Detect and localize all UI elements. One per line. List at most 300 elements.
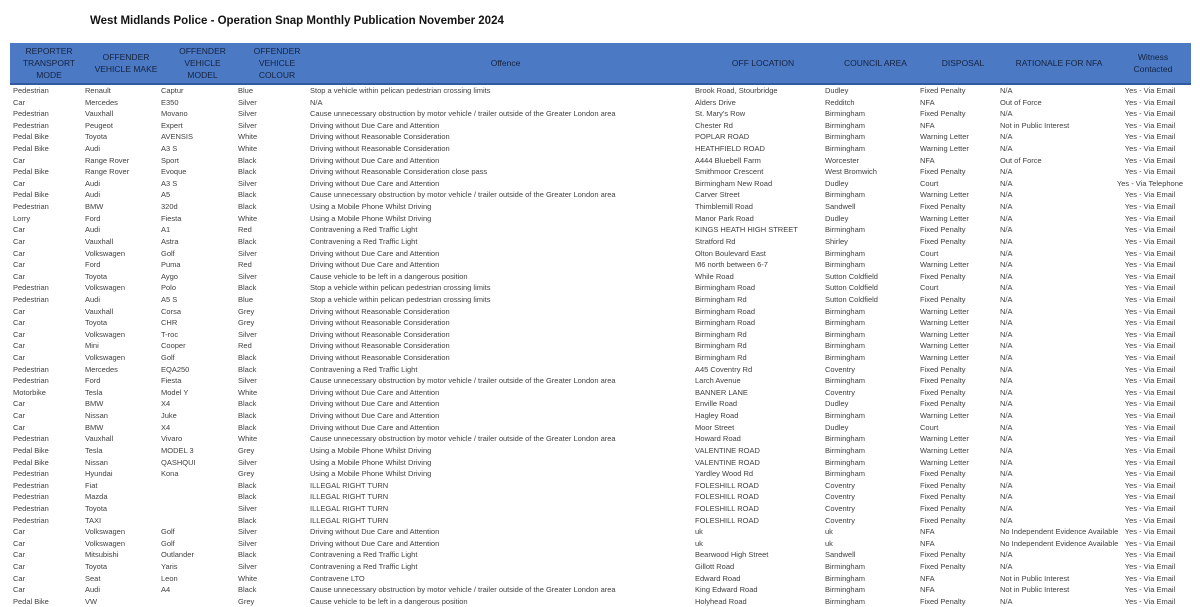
cell-offence: Driving without Reasonable Consideration — [310, 329, 450, 339]
cell-offender-vehicle-model: Yaris — [161, 561, 178, 571]
cell-off-location: Olton Boulevard East — [695, 248, 766, 258]
cell-off-location: A444 Bluebell Farm — [695, 155, 761, 165]
table-row — [10, 282, 1191, 294]
table-row — [10, 340, 1191, 352]
cell-offender-vehicle-model: A4 — [161, 585, 171, 595]
cell-council-area: Birmingham — [825, 585, 866, 595]
cell-reporter-transport-mode: Pedal Bike — [13, 457, 49, 467]
cell-offender-vehicle-make: Audi — [85, 190, 101, 200]
table-row — [10, 108, 1191, 120]
cell-offender-vehicle-colour: Black — [238, 492, 257, 502]
cell-reporter-transport-mode: Car — [13, 538, 26, 548]
cell-disposal: Warning Letter — [920, 190, 969, 200]
table-row — [10, 596, 1191, 607]
cell-rationale-for-nfa: N/A — [1000, 492, 1013, 502]
cell-off-location: Birmingham Rd — [695, 353, 747, 363]
cell-offender-vehicle-colour: Grey — [238, 306, 255, 316]
cell-rationale-for-nfa: Not in Public Interest — [1000, 120, 1070, 130]
cell-off-location: FOLESHILL ROAD — [695, 503, 759, 513]
cell-offender-vehicle-model: Expert — [161, 120, 183, 130]
cell-offender-vehicle-model: Juke — [161, 411, 177, 421]
cell-council-area: Coventry — [825, 492, 856, 502]
cell-offence: Driving without Reasonable Consideration — [310, 318, 450, 328]
cell-offender-vehicle-make: Nissan — [85, 411, 108, 421]
table-row — [10, 317, 1191, 329]
cell-offender-vehicle-make: Vauxhall — [85, 306, 114, 316]
table-row — [10, 491, 1191, 503]
cell-offence: Driving without Due Care and Attention — [310, 178, 440, 188]
cell-offender-vehicle-make: Tesla — [85, 445, 103, 455]
cell-offender-vehicle-colour: Blue — [238, 294, 254, 304]
cell-reporter-transport-mode: Pedestrian — [13, 492, 49, 502]
cell-witness-contacted: Yes - Via Email — [1124, 387, 1176, 397]
cell-reporter-transport-mode: Car — [13, 341, 26, 351]
cell-rationale-for-nfa: N/A — [1000, 387, 1013, 397]
cell-offender-vehicle-colour: Silver — [238, 271, 257, 281]
cell-reporter-transport-mode: Car — [13, 225, 26, 235]
cell-disposal: Warning Letter — [920, 144, 969, 154]
table-row — [10, 433, 1191, 445]
cell-offender-vehicle-make: Volkswagen — [85, 329, 126, 339]
cell-offence: Contravening a Red Traffic Light — [310, 364, 418, 374]
table-row — [10, 224, 1191, 236]
cell-offence: Stop a vehicle within pelican pedestrian crossing limits — [310, 283, 491, 293]
cell-rationale-for-nfa: N/A — [1000, 202, 1013, 212]
cell-off-location: Enville Road — [695, 399, 738, 409]
cell-off-location: Stratford Rd — [695, 236, 736, 246]
cell-offender-vehicle-make: Toyota — [85, 318, 108, 328]
cell-disposal: Fixed Penalty — [920, 376, 966, 386]
cell-offender-vehicle-colour: White — [238, 434, 258, 444]
table-row — [10, 480, 1191, 492]
cell-offender-vehicle-colour: Black — [238, 585, 257, 595]
table-row — [10, 271, 1191, 283]
cell-offender-vehicle-colour: Black — [238, 550, 257, 560]
cell-offender-vehicle-colour: Black — [238, 399, 257, 409]
table-row — [10, 549, 1191, 561]
cell-offender-vehicle-make: Audi — [85, 225, 101, 235]
cell-off-location: Birmingham Road — [695, 318, 756, 328]
table-row — [10, 166, 1191, 178]
cell-offender-vehicle-make: Volkswagen — [85, 527, 126, 537]
table-row — [10, 120, 1191, 132]
cell-offender-vehicle-model: Polo — [161, 283, 177, 293]
cell-offender-vehicle-make: Toyota — [85, 271, 108, 281]
cell-rationale-for-nfa: N/A — [1000, 144, 1013, 154]
cell-off-location: M6 north between 6-7 — [695, 260, 768, 270]
table-row — [10, 131, 1191, 143]
cell-offender-vehicle-model: X4 — [161, 399, 171, 409]
cell-council-area: Coventry — [825, 364, 856, 374]
table-header-row — [10, 43, 1191, 85]
cell-offence: Stop a vehicle within pelican pedestrian crossing limits — [310, 294, 491, 304]
cell-offence: Driving without Due Care and Attention — [310, 260, 440, 270]
cell-council-area: Birmingham — [825, 573, 866, 583]
cell-rationale-for-nfa: N/A — [1000, 434, 1013, 444]
cell-witness-contacted: Yes - Via Email — [1124, 225, 1176, 235]
cell-off-location: Birmingham Rd — [695, 294, 747, 304]
cell-council-area: West Bromwich — [825, 167, 877, 177]
cell-disposal: NFA — [920, 120, 935, 130]
cell-witness-contacted: Yes - Via Email — [1124, 445, 1176, 455]
cell-offender-vehicle-colour: Black — [238, 283, 257, 293]
cell-rationale-for-nfa: N/A — [1000, 260, 1013, 270]
cell-reporter-transport-mode: Car — [13, 271, 26, 281]
cell-disposal: Warning Letter — [920, 445, 969, 455]
table-row — [10, 236, 1191, 248]
cell-offender-vehicle-colour: Black — [238, 155, 257, 165]
table-row — [10, 329, 1191, 341]
cell-disposal: Fixed Penalty — [920, 167, 966, 177]
table-row — [10, 201, 1191, 213]
cell-off-location: Edward Road — [695, 573, 741, 583]
cell-offender-vehicle-make: Volkswagen — [85, 248, 126, 258]
header-cell-reporter-transport-mode: REPORTER TRANSPORT MODE — [22, 45, 76, 81]
cell-reporter-transport-mode: Pedestrian — [13, 376, 49, 386]
cell-disposal: Warning Letter — [920, 457, 969, 467]
cell-offender-vehicle-model: Movano — [161, 109, 188, 119]
cell-reporter-transport-mode: Car — [13, 561, 26, 571]
cell-reporter-transport-mode: Pedestrian — [13, 283, 49, 293]
cell-rationale-for-nfa: N/A — [1000, 411, 1013, 421]
cell-off-location: Yardley Wood Rd — [695, 469, 754, 479]
cell-offender-vehicle-colour: Grey — [238, 469, 255, 479]
cell-offence: Stop a vehicle within pelican pedestrian crossing limits — [310, 86, 491, 95]
cell-reporter-transport-mode: Car — [13, 550, 26, 560]
cell-offender-vehicle-make: Renault — [85, 86, 111, 95]
cell-off-location: Birmingham Road — [695, 306, 756, 316]
cell-council-area: Birmingham — [825, 190, 866, 200]
cell-rationale-for-nfa: N/A — [1000, 225, 1013, 235]
cell-reporter-transport-mode: Car — [13, 411, 26, 421]
cell-disposal: Warning Letter — [920, 318, 969, 328]
header-cell-disposal: DISPOSAL — [941, 57, 985, 68]
cell-offender-vehicle-colour: Black — [238, 364, 257, 374]
cell-off-location: King Edward Road — [695, 585, 758, 595]
cell-rationale-for-nfa: N/A — [1000, 306, 1013, 316]
cell-rationale-for-nfa: N/A — [1000, 550, 1013, 560]
cell-council-area: uk — [825, 527, 833, 537]
table-row — [10, 515, 1191, 527]
cell-witness-contacted: Yes - Via Email — [1124, 411, 1176, 421]
header-cell-off-location: OFF LOCATION — [731, 57, 795, 68]
cell-council-area: Birmingham — [825, 260, 866, 270]
cell-offender-vehicle-make: Mazda — [85, 492, 108, 502]
cell-witness-contacted: Yes - Via Email — [1124, 283, 1176, 293]
cell-offender-vehicle-model: Outlander — [161, 550, 194, 560]
cell-rationale-for-nfa: N/A — [1000, 515, 1013, 525]
cell-offender-vehicle-model: Evoque — [161, 167, 187, 177]
cell-offender-vehicle-make: Range Rover — [85, 167, 130, 177]
cell-offender-vehicle-colour: Silver — [238, 109, 257, 119]
cell-offender-vehicle-make: Mitsubishi — [85, 550, 119, 560]
cell-witness-contacted: Yes - Via Email — [1124, 260, 1176, 270]
header-cell-council-area: COUNCIL AREA — [844, 57, 907, 68]
cell-witness-contacted: Yes - Via Email — [1124, 318, 1176, 328]
table-row — [10, 398, 1191, 410]
cell-rationale-for-nfa: N/A — [1000, 341, 1013, 351]
cell-offence: Contravening a Red Traffic Light — [310, 561, 418, 571]
cell-council-area: Worcester — [825, 155, 860, 165]
cell-offender-vehicle-make: Mercedes — [85, 97, 118, 107]
cell-offender-vehicle-make: Ford — [85, 260, 101, 270]
cell-witness-contacted: Yes - Via Email — [1124, 144, 1176, 154]
cell-reporter-transport-mode: Car — [13, 573, 26, 583]
cell-offender-vehicle-colour: White — [238, 387, 258, 397]
cell-reporter-transport-mode: Pedestrian — [13, 294, 49, 304]
cell-offender-vehicle-colour: Blue — [238, 86, 254, 95]
cell-council-area: uk — [825, 538, 833, 548]
cell-offender-vehicle-model: MODEL 3 — [161, 445, 194, 455]
cell-offence: Using a Mobile Phone Whilst Driving — [310, 202, 432, 212]
cell-offender-vehicle-make: Toyota — [85, 503, 108, 513]
cell-offender-vehicle-colour: Grey — [238, 318, 255, 328]
cell-offender-vehicle-colour: Silver — [238, 527, 257, 537]
cell-council-area: Coventry — [825, 515, 856, 525]
cell-offender-vehicle-colour: Silver — [238, 178, 257, 188]
cell-rationale-for-nfa: Not in Public Interest — [1000, 585, 1070, 595]
cell-reporter-transport-mode: Car — [13, 178, 26, 188]
cell-off-location: HEATHFIELD ROAD — [695, 144, 765, 154]
cell-offender-vehicle-colour: Black — [238, 236, 257, 246]
cell-offender-vehicle-model — [161, 480, 238, 492]
cell-disposal: Fixed Penalty — [920, 387, 966, 397]
cell-disposal: Warning Letter — [920, 353, 969, 363]
cell-council-area: Birmingham — [825, 434, 866, 444]
cell-rationale-for-nfa: N/A — [1000, 86, 1013, 95]
cell-offence: Driving without Reasonable Consideration — [310, 341, 450, 351]
table-row — [10, 375, 1191, 387]
table-row — [10, 422, 1191, 434]
cell-off-location: Larch Avenue — [695, 376, 741, 386]
cell-reporter-transport-mode: Motorbike — [13, 387, 46, 397]
table-row — [10, 97, 1191, 109]
table-row — [10, 410, 1191, 422]
cell-offence: Cause unnecessary obstruction by motor vehicle / trailer outside of the Greater London area — [310, 190, 616, 200]
header-cell-offence: Offence — [490, 57, 521, 68]
cell-offender-vehicle-make: Volkswagen — [85, 538, 126, 548]
cell-disposal: Fixed Penalty — [920, 399, 966, 409]
cell-offender-vehicle-model: E350 — [161, 97, 179, 107]
cell-offender-vehicle-make: Audi — [85, 178, 101, 188]
cell-council-area: Birmingham — [825, 144, 866, 154]
cell-reporter-transport-mode: Car — [13, 155, 26, 165]
header-cell-rationale-for-nfa: RATIONALE FOR NFA — [1015, 57, 1103, 68]
cell-council-area: Birmingham — [825, 376, 866, 386]
cell-reporter-transport-mode: Pedestrian — [13, 515, 49, 525]
cell-disposal: Fixed Penalty — [920, 469, 966, 479]
cell-offender-vehicle-model: Kona — [161, 469, 179, 479]
cell-witness-contacted: Yes - Via Email — [1124, 97, 1176, 107]
cell-offender-vehicle-model: QASHQUI — [161, 457, 196, 467]
cell-disposal: Court — [920, 422, 939, 432]
cell-witness-contacted: Yes - Via Email — [1124, 248, 1176, 258]
cell-witness-contacted: Yes - Via Email — [1124, 550, 1176, 560]
cell-offender-vehicle-make: Audi — [85, 144, 101, 154]
cell-offender-vehicle-colour: Grey — [238, 596, 255, 606]
cell-disposal: Warning Letter — [920, 341, 969, 351]
cell-offender-vehicle-make: TAXI — [85, 515, 102, 525]
cell-witness-contacted: Yes - Via Email — [1124, 492, 1176, 502]
cell-offender-vehicle-model: Fiesta — [161, 376, 182, 386]
cell-offender-vehicle-colour: White — [238, 213, 258, 223]
operation-snap-table — [10, 43, 1191, 607]
cell-off-location: POPLAR ROAD — [695, 132, 750, 142]
cell-offence: Driving without Due Care and Attention — [310, 155, 440, 165]
cell-offender-vehicle-colour: White — [238, 144, 258, 154]
cell-offence: Using a Mobile Phone Whilst Driving — [310, 457, 432, 467]
cell-off-location: VALENTINE ROAD — [695, 445, 760, 455]
cell-disposal: Fixed Penalty — [920, 225, 966, 235]
cell-offender-vehicle-make: Audi — [85, 294, 101, 304]
cell-council-area: Birmingham — [825, 329, 866, 339]
cell-offender-vehicle-make: Fiat — [85, 480, 98, 490]
cell-offender-vehicle-model: CHR — [161, 318, 178, 328]
cell-reporter-transport-mode: Pedestrian — [13, 469, 49, 479]
cell-offender-vehicle-colour: Black — [238, 167, 257, 177]
table-row — [10, 457, 1191, 469]
cell-disposal: NFA — [920, 573, 935, 583]
cell-offence: Using a Mobile Phone Whilst Driving — [310, 213, 432, 223]
cell-offence: Driving without Reasonable Consideration close pass — [310, 167, 488, 177]
cell-offender-vehicle-make: VW — [85, 596, 98, 606]
cell-offender-vehicle-make: Vauxhall — [85, 236, 114, 246]
cell-off-location: St. Mary's Row — [695, 109, 746, 119]
cell-reporter-transport-mode: Car — [13, 260, 26, 270]
cell-reporter-transport-mode: Pedal Bike — [13, 190, 49, 200]
cell-off-location: Hagley Road — [695, 411, 739, 421]
cell-disposal: Court — [920, 178, 939, 188]
table-row — [10, 584, 1191, 596]
cell-off-location: A45 Coventry Rd — [695, 364, 753, 374]
cell-offender-vehicle-make: BMW — [85, 202, 104, 212]
cell-council-area: Sandwell — [825, 550, 856, 560]
cell-disposal: Fixed Penalty — [920, 294, 966, 304]
cell-witness-contacted: Yes - Via Telephone — [1116, 178, 1184, 188]
cell-disposal: Warning Letter — [920, 329, 969, 339]
cell-offender-vehicle-model: X4 — [161, 422, 171, 432]
cell-rationale-for-nfa: N/A — [1000, 167, 1013, 177]
table-row — [10, 526, 1191, 538]
cell-off-location: Carver Street — [695, 190, 740, 200]
cell-off-location: Thimblemill Road — [695, 202, 753, 212]
page-title: West Midlands Police - Operation Snap Monthly Publication November 2024 — [90, 15, 504, 27]
cell-offender-vehicle-colour: Silver — [238, 538, 257, 548]
cell-off-location: uk — [695, 538, 703, 548]
cell-disposal: Warning Letter — [920, 411, 969, 421]
cell-witness-contacted: Yes - Via Email — [1124, 434, 1176, 444]
cell-rationale-for-nfa: N/A — [1000, 422, 1013, 432]
cell-disposal: NFA — [920, 585, 935, 595]
cell-disposal: Fixed Penalty — [920, 86, 966, 95]
cell-offender-vehicle-colour: Silver — [238, 120, 257, 130]
cell-offender-vehicle-make: Ford — [85, 213, 101, 223]
cell-offender-vehicle-make: Mini — [85, 341, 99, 351]
cell-offence: Cause unnecessary obstruction by motor vehicle / trailer outside of the Greater London area — [310, 585, 616, 595]
cell-rationale-for-nfa: N/A — [1000, 318, 1013, 328]
cell-offence: Driving without Due Care and Attention — [310, 527, 440, 537]
table-row — [10, 364, 1191, 376]
cell-offender-vehicle-colour: Silver — [238, 97, 257, 107]
cell-offence: Driving without Reasonable Consideration — [310, 306, 450, 316]
table-row — [10, 189, 1191, 201]
cell-offence: Driving without Due Care and Attention — [310, 422, 440, 432]
cell-rationale-for-nfa: N/A — [1000, 399, 1013, 409]
cell-offender-vehicle-model: Vivaro — [161, 434, 183, 444]
cell-disposal: Warning Letter — [920, 306, 969, 316]
cell-council-area: Birmingham — [825, 248, 866, 258]
cell-offender-vehicle-model: Fiesta — [161, 213, 182, 223]
cell-off-location: Smithmoor Crescent — [695, 167, 764, 177]
cell-offence: N/A — [310, 97, 323, 107]
cell-council-area: Dudley — [825, 178, 849, 188]
cell-witness-contacted: Yes - Via Email — [1124, 86, 1176, 95]
cell-council-area: Birmingham — [825, 318, 866, 328]
header-cell-offender-vehicle-colour: OFFENDER VEHICLE COLOUR — [253, 45, 301, 81]
cell-rationale-for-nfa: N/A — [1000, 178, 1013, 188]
cell-offence: Contravening a Red Traffic Light — [310, 550, 418, 560]
cell-disposal: NFA — [920, 155, 935, 165]
cell-witness-contacted: Yes - Via Email — [1124, 294, 1176, 304]
table-row — [10, 468, 1191, 480]
cell-witness-contacted: Yes - Via Email — [1124, 538, 1176, 548]
table-row — [10, 306, 1191, 318]
cell-offender-vehicle-make: BMW — [85, 422, 104, 432]
cell-offender-vehicle-colour: Black — [238, 190, 257, 200]
cell-rationale-for-nfa: N/A — [1000, 445, 1013, 455]
cell-witness-contacted: Yes - Via Email — [1124, 271, 1176, 281]
cell-reporter-transport-mode: Pedal Bike — [13, 144, 49, 154]
header-cell-offender-vehicle-model: OFFENDER VEHICLE MODEL — [179, 45, 226, 81]
cell-rationale-for-nfa: N/A — [1000, 283, 1013, 293]
cell-council-area: Redditch — [825, 97, 855, 107]
cell-reporter-transport-mode: Car — [13, 318, 26, 328]
cell-off-location: Bearwood High Street — [695, 550, 769, 560]
cell-council-area: Sandwell — [825, 202, 856, 212]
cell-witness-contacted: Yes - Via Email — [1124, 422, 1176, 432]
cell-disposal: Warning Letter — [920, 132, 969, 142]
cell-offender-vehicle-model: Captur — [161, 86, 184, 95]
cell-offence: Driving without Due Care and Attention — [310, 248, 440, 258]
cell-offence: Contravening a Red Traffic Light — [310, 225, 418, 235]
header-cell-offender-vehicle-make: OFFENDER VEHICLE MAKE — [94, 51, 158, 74]
cell-disposal: Fixed Penalty — [920, 480, 966, 490]
cell-offender-vehicle-model — [161, 491, 238, 503]
cell-witness-contacted: Yes - Via Email — [1124, 306, 1176, 316]
cell-offender-vehicle-model: A3 S — [161, 178, 178, 188]
cell-disposal: Fixed Penalty — [920, 550, 966, 560]
cell-reporter-transport-mode: Car — [13, 585, 26, 595]
cell-offender-vehicle-colour: White — [238, 132, 258, 142]
cell-reporter-transport-mode: Car — [13, 399, 26, 409]
cell-offender-vehicle-model — [161, 503, 238, 515]
cell-council-area: Birmingham — [825, 109, 866, 119]
table-row — [10, 561, 1191, 573]
cell-off-location: Birmingham Rd — [695, 341, 747, 351]
cell-offence: Cause unnecessary obstruction by motor vehicle / trailer outside of the Greater London area — [310, 376, 616, 386]
cell-reporter-transport-mode: Car — [13, 236, 26, 246]
cell-witness-contacted: Yes - Via Email — [1124, 132, 1176, 142]
cell-disposal: Fixed Penalty — [920, 515, 966, 525]
cell-offender-vehicle-model: Corsa — [161, 306, 182, 316]
cell-council-area: Dudley — [825, 422, 849, 432]
cell-offender-vehicle-colour: Red — [238, 225, 252, 235]
cell-offender-vehicle-model: 320d — [161, 202, 178, 212]
cell-offender-vehicle-model: EQA250 — [161, 364, 190, 374]
cell-off-location: FOLESHILL ROAD — [695, 515, 759, 525]
cell-offender-vehicle-model: A5 S — [161, 294, 178, 304]
cell-offender-vehicle-colour: Black — [238, 353, 257, 363]
